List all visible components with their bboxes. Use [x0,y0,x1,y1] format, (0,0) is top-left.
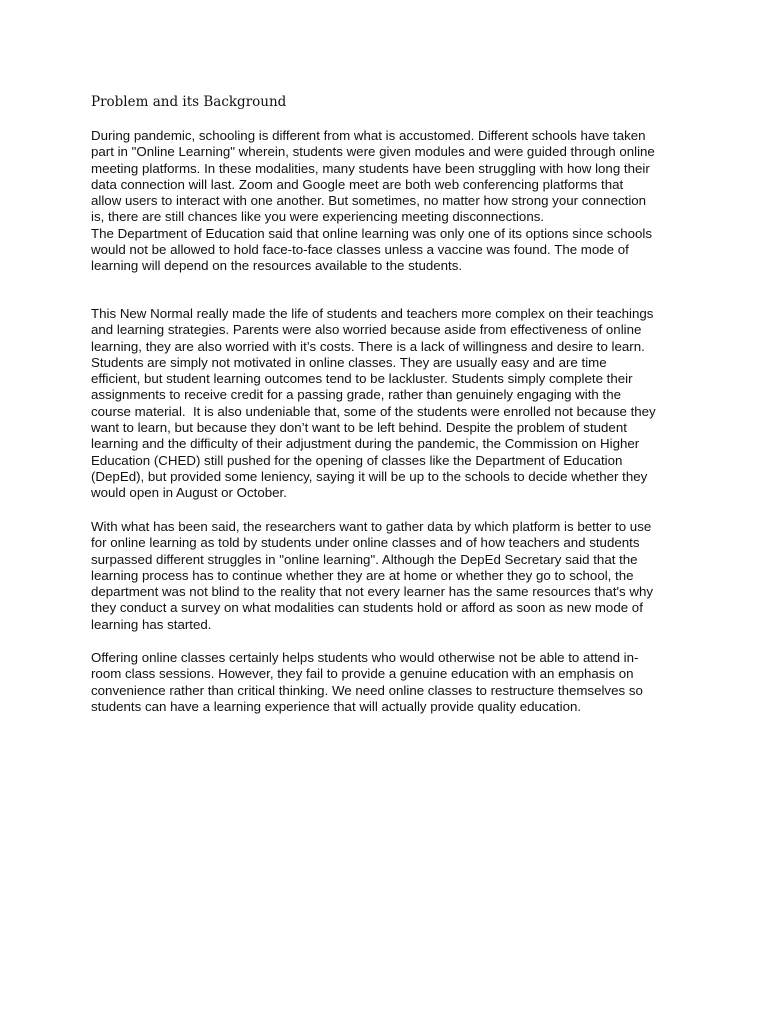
paragraph-3 [91,519,653,633]
text-line: is, there are still chances like you were experiencing meeting disconnections. [91,209,545,225]
document-title: Problem and its Background [91,94,287,110]
text-line: With what has been said, the researchers want to gather data by which platform is better to use [91,519,652,534]
text-line: learning process has to continue whether they are at home or whether they go to school, the [91,567,634,583]
text-line: The Department of Education said that online learning was only one of its options since schools [91,225,653,241]
text-line: students can have a learning experience that will actually provide quality education. [91,698,582,714]
text-line: part in "Online Learning" wherein, students were given modules and were guided through online [91,144,655,160]
text-line: would open in August or October. [91,485,287,501]
text-line: allow users to interact with one another. But sometimes, no matter how strong your connection [91,193,647,209]
text-line: would not be allowed to hold face-to-face classes unless a vaccine was found. The mode of [91,242,629,258]
text-line: learning has started. [91,616,212,632]
text-line: assignments to receive credit for a passing grade, rather than genuinely engaging with the [91,387,621,403]
text-line: surpassed different struggles in "online learning". Although the DepEd Secretary said that the [91,551,638,567]
paragraph-2 [91,306,656,502]
text-line: Offering online classes certainly helps students who would otherwise not be able to attend in- [91,650,639,665]
text-line: course material. It is also undeniable that, some of the students were enrolled not because they [91,403,656,419]
text-line: department was not blind to the reality that not every learner has the same resources that's why [91,584,654,600]
paragraph-1 [91,128,655,275]
text-line: data connection will last. Zoom and Google meet are both web conferencing platforms that [91,176,624,192]
text-line: room class sessions. However, they fail to provide a genuine education with an emphasis on [91,666,634,682]
text-line: for online learning as told by students under online classes and of how teachers and students [91,535,640,551]
text-line: (DepEd), but provided some leniency, saying it will be up to the schools to decide whether they [91,468,648,484]
text-line: learning and the difficulty of their adjustment during the pandemic, the Commission on Higher [91,436,640,452]
text-line: During pandemic, schooling is different from what is accustomed. Different schools have taken [91,128,646,143]
text-line: Education (CHED) still pushed for the opening of classes like the Department of Education [91,452,623,468]
text-line: This New Normal really made the life of students and teachers more complex on their teachings [91,306,654,321]
text-line: efficient, but student learning outcomes tend to be lackluster. Students simply complete their [91,371,633,387]
text-line: learning will depend on the resources available to the students. [91,258,463,274]
text-line: meeting platforms. In these modalities, many students have been struggling with how long their [91,160,650,176]
paragraph-4 [91,650,643,715]
text-line: convenience rather than critical thinking. We need online classes to restructure themselves so [91,682,643,698]
text-line: learning, they are also worried with it’s costs. There is a lack of willingness and desire to learn. [91,338,645,354]
text-line: they conduct a survey on what modalities can students hold or afford as soon as new mode of [91,600,643,616]
text-line: and learning strategies. Parents were also worried because aside from effectiveness of online [91,322,642,338]
text-line: Students are simply not motivated in online classes. They are usually easy and are time [91,354,607,370]
text-line: want to learn, but because they don’t want to be left behind. Despite the problem of student [91,420,627,436]
